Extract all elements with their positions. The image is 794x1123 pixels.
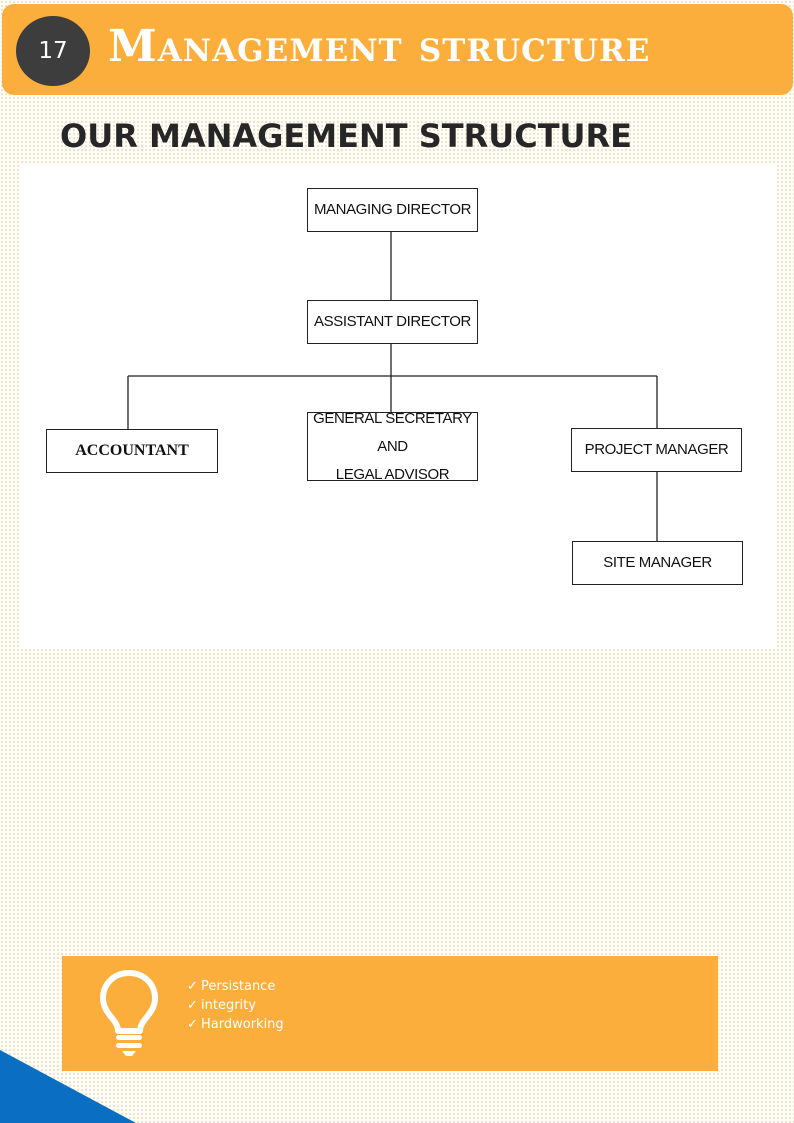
node-accountant-label: ACCOUNTANT	[75, 442, 189, 459]
node-accountant	[46, 429, 218, 473]
section-heading: OUR MANAGEMENT STRUCTURE	[60, 117, 632, 155]
node-managing-director	[307, 188, 478, 232]
value-label: integrity	[201, 998, 256, 1013]
node-assistant-director-label: ASSISTANT DIRECTOR	[314, 313, 471, 330]
node-general-secretary-line1: GENERAL SECRETARY AND	[313, 409, 472, 455]
corner-decoration	[0, 1050, 136, 1123]
values-list	[187, 977, 284, 1034]
values-box	[62, 956, 718, 1071]
value-item	[187, 996, 284, 1015]
node-project-manager-label: PROJECT MANAGER	[584, 441, 729, 458]
org-chart	[20, 165, 776, 649]
checkmark-icon: ✓	[187, 979, 198, 994]
node-site-manager	[572, 541, 743, 585]
value-label: Persistance	[201, 979, 276, 994]
checkmark-icon: ✓	[187, 1017, 198, 1032]
value-item	[187, 977, 284, 996]
node-general-secretary-line2: LEGAL ADVISOR	[335, 465, 450, 483]
lightbulb-icon	[98, 968, 160, 1056]
node-site-manager-label: SITE MANAGER	[603, 554, 712, 571]
page-title: Management structure	[108, 21, 651, 72]
node-managing-director-label: MANAGING DIRECTOR	[313, 201, 472, 218]
checkmark-icon: ✓	[187, 998, 198, 1013]
node-general-secretary	[307, 409, 478, 483]
page-number-badge: 17	[16, 16, 90, 86]
value-label: Hardworking	[201, 1017, 284, 1032]
value-item	[187, 1015, 284, 1034]
node-assistant-director	[307, 300, 478, 344]
node-project-manager	[571, 428, 742, 472]
